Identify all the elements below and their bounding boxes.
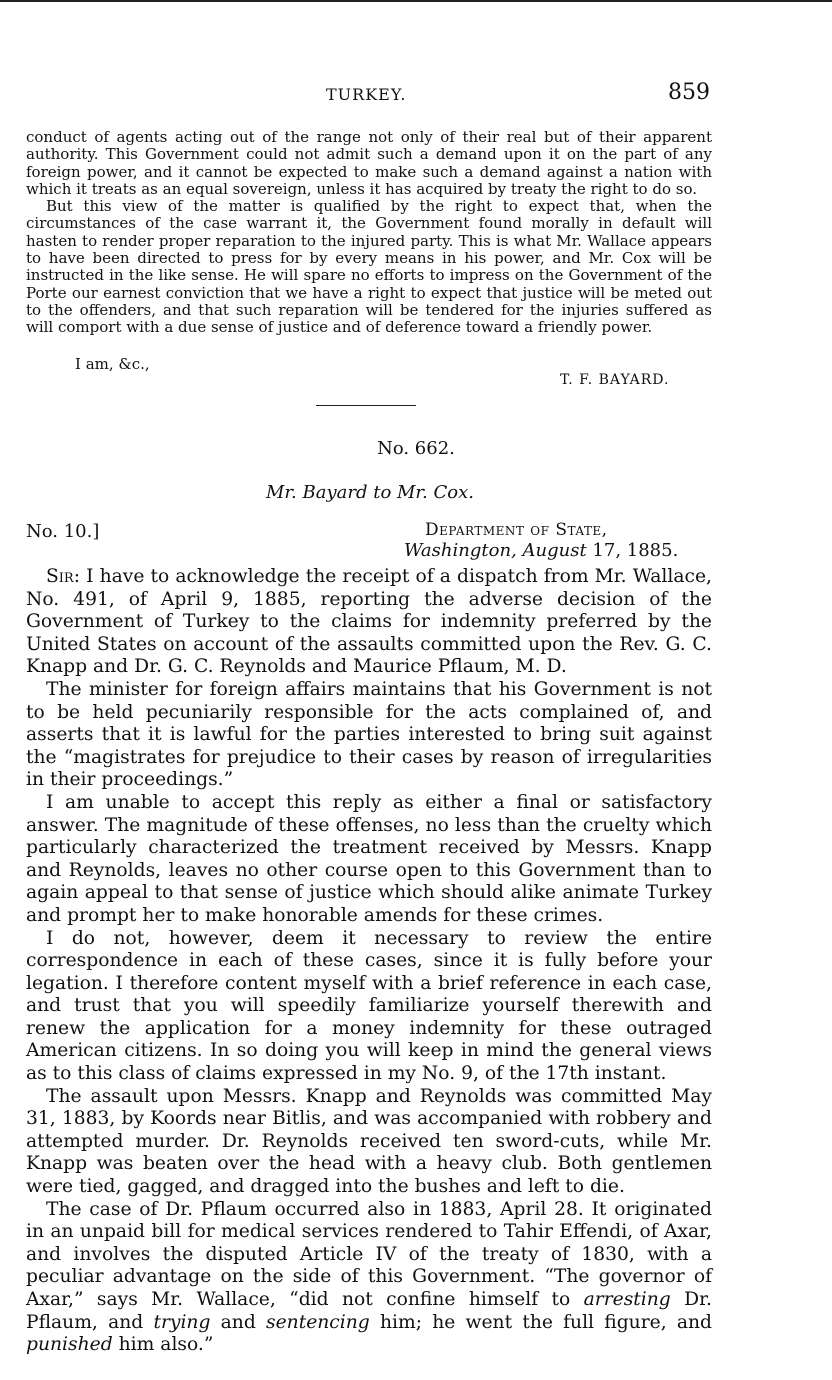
page-number: 859 bbox=[668, 80, 710, 105]
emphasis-punished: punished bbox=[26, 1334, 113, 1356]
last-paragraph-part-1: The case of Dr. Pflaum occurred also in 1883, April 28. It originated in an unpaid bill for medical services rendered to Tahir Effendi, of Axar, and involves the disputed Article IV of the treaty of 1830, with a peculiar advantage on the side of this Government. “The governor of Axar,” says Mr. Wallace, “did not confine himself to bbox=[26, 1198, 712, 1310]
last-paragraph-part-4: him; he went the full figure, and bbox=[379, 1311, 712, 1333]
continuation-paragraph-2: But this view of the matter is qualified by the right to expect that, when the circumstances of the case warrant it, the Government found morally in default will hasten to render proper reparation to the injured party. This is what Mr. Wallace appears to have been directed to press for by every means in his power, and Mr. Cox will be instructed in the like sense. He will spare no efforts to impress on the Government of the Porte our earnest conviction that we have a right to expect that justice will be meted out to the offenders, and that such reparation will be tendered for the injuries suffered as will comport with a due sense of justice and of deference toward a friendly power. bbox=[26, 197, 712, 337]
dateline bbox=[404, 540, 678, 561]
letter-closing: I am, &c., bbox=[75, 355, 150, 373]
section-divider bbox=[316, 405, 416, 406]
signature: T. F. BAYARD. bbox=[560, 372, 670, 388]
last-paragraph-part-3: and bbox=[220, 1311, 256, 1333]
body-paragraph-3: I am unable to accept this reply as either a final or satisfactory answer. The magnitude of these offenses, no less than the cruelty which particularly characterized the treatment received by Messrs. Knapp and Reynolds, leaves no other course open to this Government than to again appeal to that sense of justice which should alike animate Turkey and prompt her to make honorable amends for these crimes. bbox=[26, 791, 712, 926]
salutation: Sir: bbox=[46, 566, 81, 587]
body-paragraph-6 bbox=[26, 1199, 712, 1357]
running-header-title: TURKEY. bbox=[326, 85, 407, 104]
dateline-month: August bbox=[522, 540, 587, 561]
emphasis-arresting: arresting bbox=[583, 1289, 671, 1310]
dispatch-reference: No. 10.] bbox=[26, 521, 100, 542]
body-paragraph-1-text: I have to acknowledge the receipt of a dispatch from Mr. Wallace, No. 491, of April 9, 1885, reporting the adverse decision of the Government of Turkey to the claims for indemnity preferred by the United States on account of the assaults committed upon the Rev. G. C. Knapp and Dr. G. C. Reynolds and Maurice Pflaum, M. D. bbox=[26, 566, 712, 678]
last-paragraph-part-5: him also.” bbox=[118, 1334, 214, 1356]
department-heading: Department of State, bbox=[425, 520, 608, 540]
letter-body bbox=[26, 566, 712, 1357]
dateline-date: 17, 1885. bbox=[592, 540, 679, 561]
previous-letter-continuation bbox=[26, 129, 712, 337]
top-rule bbox=[0, 0, 832, 2]
body-paragraph-4: I do not, however, deem it necessary to review the entire correspondence in each of these cases, since it is fully before your legation. I therefore content myself with a brief reference in each case, and trust that you will speedily familiarize yourself therewith and renew the application for a money indemnity for these outraged American citizens. In so doing you will keep in mind the general views as to this class of claims expressed in my No. 9, of the 17th instant. bbox=[26, 927, 712, 1085]
document-number: No. 662. bbox=[377, 438, 455, 459]
body-paragraph-2: The minister for foreign affairs maintains that his Government is not to be held pecuniarily responsible for the acts complained of, and asserts that it is lawful for the parties interested to bring suit against the “magistrates for prejudice to their cases by reason of irregularities in their proceedings.” bbox=[26, 678, 712, 791]
body-paragraph-5: The assault upon Messrs. Knapp and Reynolds was committed May 31, 1883, by Koords near Bitlis, and was accompanied with robbery and attempted murder. Dr. Reynolds received ten sword-cuts, while Mr. Knapp was beaten over the head with a heavy club. Both gentlemen were tied, gagged, and dragged into the bushes and left to die. bbox=[26, 1085, 712, 1198]
continuation-paragraph-1: conduct of agents acting out of the range not only of their real but of their apparent authority. This Government could not admit such a demand upon it on the part of any foreign power, and it cannot be expected to make such a demand against a nation with which it treats as an equal sovereign, unless it has acquired by treaty the right to do so. bbox=[26, 128, 712, 198]
emphasis-sentencing: sentencing bbox=[266, 1311, 370, 1333]
body-paragraph-1 bbox=[26, 566, 712, 679]
emphasis-trying: trying bbox=[153, 1311, 211, 1333]
dateline-place: Washington, bbox=[404, 540, 517, 561]
last-paragraph-part-2: Dr. Pflaum, and bbox=[26, 1289, 712, 1333]
document-subtitle: Mr. Bayard to Mr. Cox. bbox=[266, 482, 474, 503]
